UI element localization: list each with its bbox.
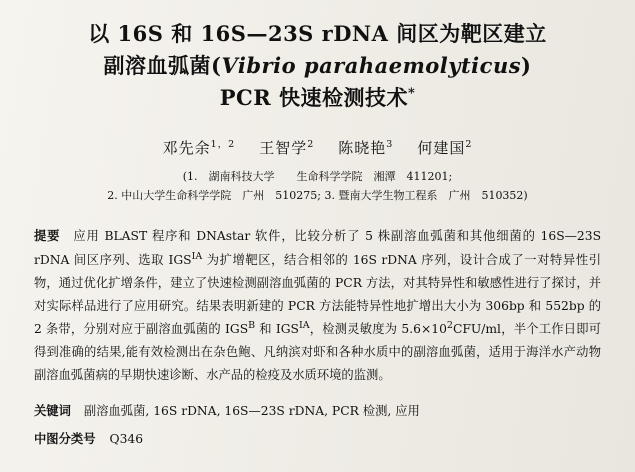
affiliation-line-1: (1. 湖南科技大学 生命科学学院 湘潭 411201; [182, 169, 453, 183]
author-4-name: 何建国 [417, 138, 466, 157]
title-line-2 [34, 50, 601, 82]
abstract-text: 应用 BLAST 程序和 DNAstar 软件，比较分析了 5 株副溶血弧菌和其他细菌的 16S—23S rDNA 间区序列、选取 $IGS^{IA}$ 为扩增靶区，结合相邻的 16S rDNA 序列，设计合成了一对特异性引物，通过优化扩增条件，建立了快速检测副溶血弧菌的 PCR 方法，对其特异性和敏感性进行了探讨，并对实际样品进行了应用研究。结果表明新建的 PCR 方法能特异性地扩增出大小为 306bp 和 552bp 的 2 条带，分别对应于副溶血弧菌的 $IGS^B$ 和 $IGS^{IA}$，检测灵敏度为 $5.6\times 10^2CFU/ml$，半个工作日即可得到准确的结果,能有效检测出在杂色鲍、凡纳滨对虾和各种水质中的副溶血弧菌，适用于海洋水产动物副溶血弧菌病的早期快速诊断、水产品的检疫及水质环境的监测。 [34, 229, 601, 382]
title-line-3-text: PCR 快速检测技术 [219, 84, 408, 110]
keywords-label: 关键词 [34, 402, 71, 418]
author-3-name: 陈晓艳 [338, 138, 387, 157]
title-species-name: Vibrio parahaemolyticus [221, 52, 522, 78]
abstract-label: 提要 [34, 228, 61, 244]
author-list [34, 136, 601, 158]
keywords-text: 副溶血弧菌, 16S rDNA, 16S—23S rDNA, PCR 检测, 应用 [83, 403, 420, 418]
affiliations [34, 167, 601, 206]
author-3-affil-marker: 3 [386, 138, 394, 150]
title-line-3 [34, 82, 601, 114]
title-line-2-prefix: 副溶血弧菌( [103, 52, 222, 78]
title-line-2-suffix: ) [521, 52, 532, 78]
title-footnote-mark: * [407, 85, 416, 101]
author-2-affil-marker: 2 [307, 138, 315, 150]
author-4 [417, 139, 472, 157]
clc-block [34, 429, 601, 447]
title-line-1: 以 16S 和 16S—23S rDNA 间区为靶区建立 [88, 21, 547, 46]
affiliation-line-2: 2. 中山大学生命科学学院 广州 510275; 3. 暨南大学生物工程系 广州 510352) [107, 188, 528, 202]
keywords-block [34, 401, 601, 422]
author-1 [163, 139, 236, 157]
paper-title [34, 18, 601, 114]
author-1-affil-marker: 1，2 [210, 138, 236, 150]
author-2-name: 王智学 [259, 138, 308, 157]
author-2 [259, 139, 314, 157]
clc-label: 中图分类号 [34, 431, 96, 447]
author-1-name: 邓先余 [162, 138, 211, 157]
author-3 [338, 139, 393, 157]
clc-value: Q346 [109, 432, 144, 447]
abstract-block [34, 225, 601, 386]
author-4-affil-marker: 2 [465, 138, 473, 150]
